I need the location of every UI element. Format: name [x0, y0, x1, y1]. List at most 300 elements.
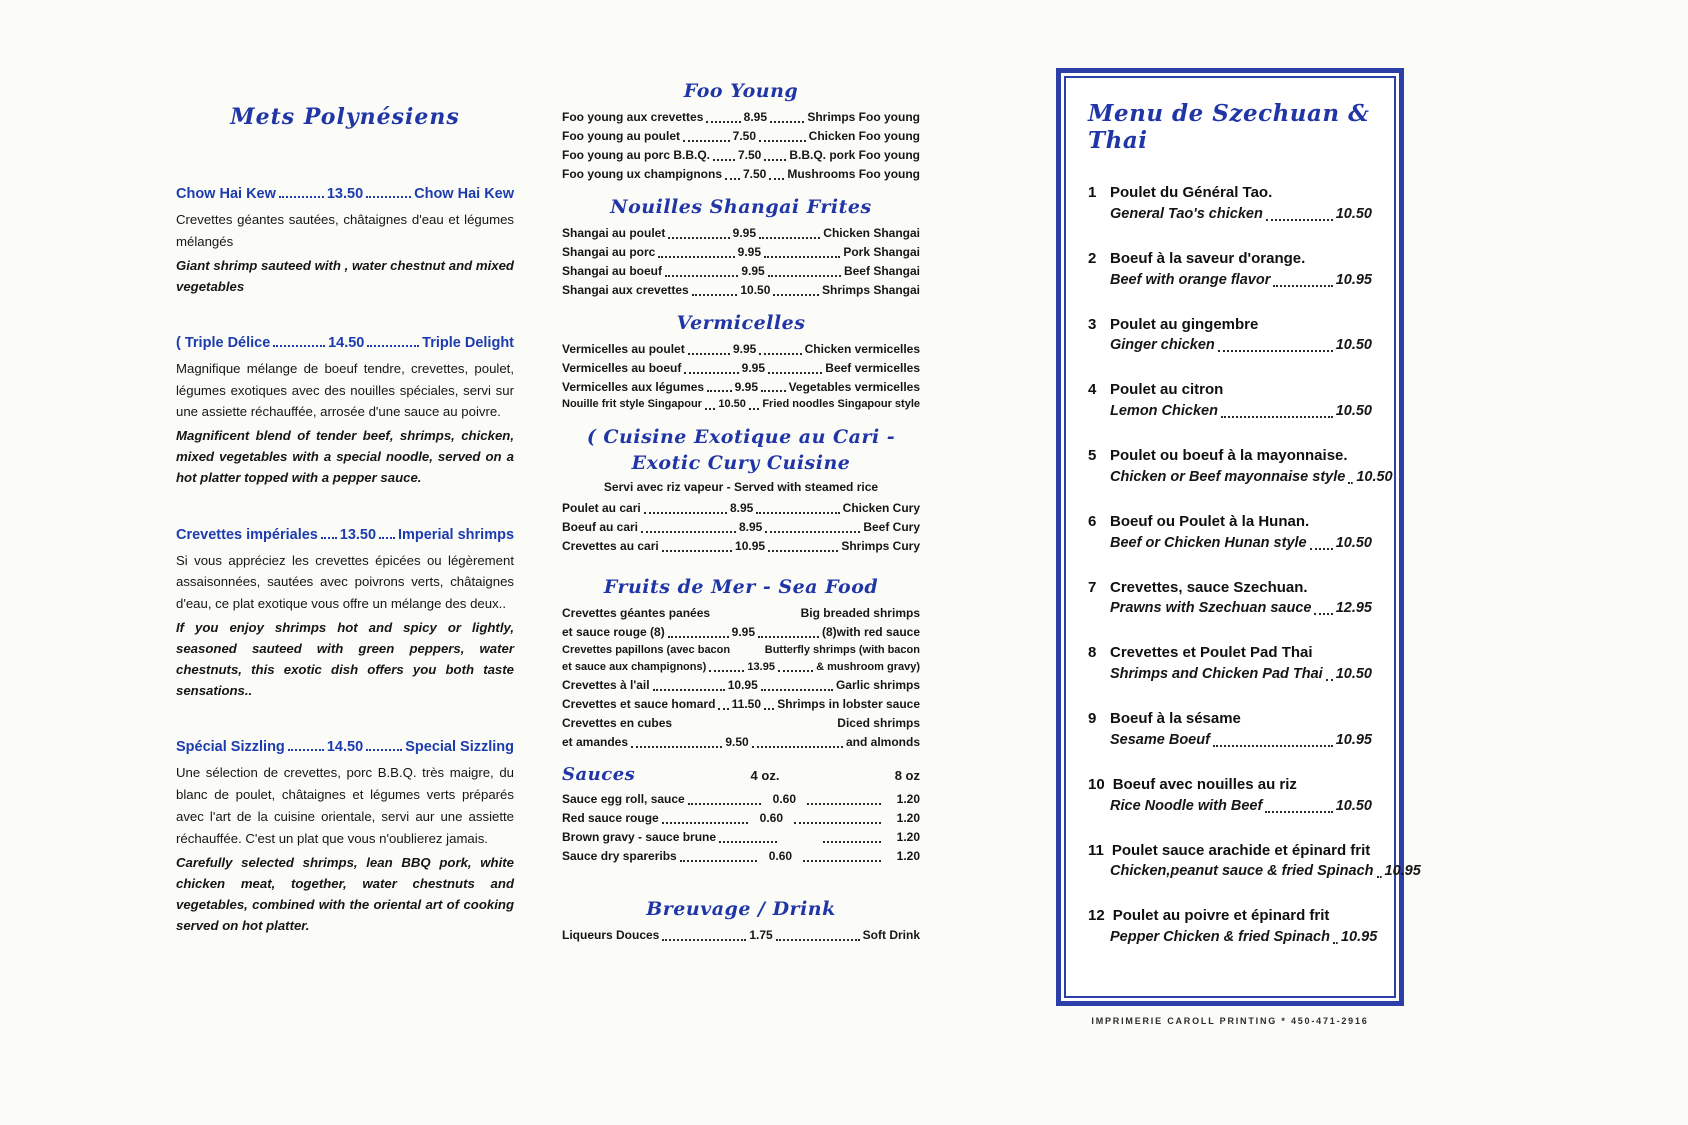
- polynesian-items: [176, 186, 514, 936]
- dish-name-fr: Vermicelles au poulet: [562, 341, 685, 356]
- dish-name-fr: Crevettes papillons (avec bacon: [562, 643, 731, 656]
- dish-name-fr: Boeuf à la saveur d'orange.: [1110, 249, 1306, 267]
- dish-price: 10.50: [1335, 403, 1372, 420]
- section-title: Fruits de Mer - Sea Food: [603, 575, 879, 598]
- menu-section: [562, 80, 920, 184]
- dish-line-en: [1110, 664, 1372, 685]
- dish-description-fr: Une sélection de crevettes, porc B.B.Q. très maigre, du blanc de poulet, châtaignes et légumes verts préparés avec l'art de la cuisine orientale, servi aur une assiette réchauffée. C'est un plat que vous n'oublierez jamais.: [176, 765, 514, 846]
- dish-description-fr: Magnifique mélange de boeuf tendre, crevettes, poulet, légumes exotiques avec des nouilles spéciales, servi sur une assiette réchauffée, arrosée d'une sauce au poivre.: [176, 360, 514, 420]
- dish-number: 3: [1088, 315, 1097, 333]
- dish-line-fr: [1088, 182, 1372, 204]
- dish-name-en: Special Sizzling: [405, 739, 515, 756]
- dish-name-fr: Poulet au citron: [1110, 381, 1224, 399]
- menu-section: [562, 764, 920, 866]
- dish-price: 10.50: [1335, 337, 1372, 354]
- dish-name-en: Shrimps and Chicken Pad Thai: [1110, 666, 1323, 683]
- dish-name-fr: et sauce rouge (8): [562, 624, 665, 639]
- menu-section: [562, 312, 920, 414]
- menu-section: [562, 898, 920, 945]
- dish-name-fr: et amandes: [562, 735, 629, 750]
- dish-price: 10.95: [1335, 271, 1372, 288]
- dish-name-en: & mushroom gravy): [816, 661, 920, 673]
- dish-price: 10.50: [1335, 205, 1372, 222]
- dotted-leader: [706, 121, 740, 123]
- dish-name-en: Beef vermicelles: [825, 360, 921, 375]
- dish-number: 2: [1088, 249, 1097, 267]
- dish-description-fr: Si vous appréciez les crevettes épicées ou légèrement assaisonnées, sautées avec poivrons verts, châtaignes d'eau, ce plat exotique vous offre un mélange des deux..: [176, 552, 514, 612]
- dish-name-fr: Shangai aux crevettes: [562, 282, 689, 297]
- dotted-leader: [279, 196, 324, 198]
- dish-name-en: General Tao's chicken: [1110, 205, 1263, 222]
- menu-row: [562, 828, 920, 847]
- dish-price: 9.95: [731, 624, 756, 639]
- sauce-name: Sauce dry spareribs: [562, 849, 677, 864]
- menu-row: [562, 642, 920, 659]
- dish-description-en: Giant shrimp sauteed with , water chestnut and mixed vegetables: [176, 257, 514, 294]
- menu-row: [562, 518, 920, 537]
- dish-name-fr: et sauce aux champignons): [562, 661, 707, 673]
- dotted-leader: [688, 803, 762, 805]
- dish-name-fr: Poulet du Général Tao.: [1110, 184, 1273, 201]
- dish-name-en: Chicken Foo young: [808, 128, 920, 143]
- dotted-leader: [1377, 876, 1382, 878]
- dish-name-en: Beef or Chicken Hunan style: [1110, 534, 1307, 551]
- dish-name-fr: Vermicelles aux légumes: [562, 379, 705, 394]
- dish-number: 5: [1088, 447, 1097, 465]
- dotted-leader: [794, 822, 881, 824]
- dotted-leader: [379, 537, 395, 539]
- dish-name-fr: Poulet ou boeuf à la mayonnaise.: [1110, 447, 1348, 465]
- dotted-leader: [1213, 745, 1333, 747]
- dotted-leader: [692, 294, 738, 296]
- menu-row: [562, 695, 920, 714]
- dotted-leader: [823, 841, 881, 843]
- column-header-8oz: 8 oz: [894, 768, 920, 784]
- menu-row: [562, 499, 920, 518]
- dotted-leader: [662, 550, 732, 552]
- dotted-leader: [288, 749, 324, 751]
- dish-name-fr: Foo young ux champignons: [562, 166, 722, 181]
- dotted-leader: [764, 708, 774, 710]
- menu-row: [562, 714, 920, 733]
- dotted-leader: [778, 670, 813, 672]
- dish-name-en: Chicken Shangai: [823, 225, 920, 240]
- dish-heading: [176, 186, 514, 202]
- dotted-leader: [631, 746, 722, 748]
- dotted-leader: [662, 939, 746, 941]
- dish-name-en: Mushrooms Foo young: [787, 166, 921, 181]
- menu-row: [562, 396, 920, 413]
- dotted-leader: [688, 353, 730, 355]
- dish-name-en: Chicken or Beef mayonnaise style: [1110, 468, 1346, 485]
- dotted-leader: [641, 531, 736, 533]
- dish-price: 7.50: [732, 128, 756, 143]
- price-4oz: 0.60: [759, 811, 784, 826]
- dotted-leader: [758, 636, 819, 638]
- dish-price: 10.50: [1335, 797, 1372, 814]
- dotted-leader: [764, 256, 840, 258]
- dotted-leader: [1326, 679, 1333, 681]
- dish-name-fr: Spécial Sizzling: [176, 739, 285, 756]
- dotted-leader: [644, 512, 727, 514]
- dish-line-en: [1110, 401, 1372, 422]
- menu-row: [562, 108, 920, 127]
- dish-number: 1: [1088, 184, 1097, 201]
- dish-price: 9.95: [741, 360, 766, 375]
- dotted-leader: [367, 345, 419, 347]
- dish-name-fr: Crevettes, sauce Szechuan.: [1110, 578, 1308, 596]
- dish-description-fr: Crevettes géantes sautées, châtaignes d'eau et légumes mélangés: [176, 212, 514, 249]
- menu-item: [1088, 182, 1372, 225]
- menu-item: [1088, 840, 1421, 883]
- dish-name-fr: Vermicelles au boeuf: [562, 360, 682, 375]
- dish-name-fr: Crevettes en cubes: [562, 716, 673, 731]
- dish-name-fr: Boeuf avec nouilles au riz: [1112, 775, 1297, 793]
- dish-price: 9.95: [741, 263, 765, 278]
- dish-name-en: Butterfly shrimps (with bacon: [764, 643, 920, 656]
- sauce-name: Red sauce rouge: [562, 811, 659, 826]
- szechuan-thai-panel: [1056, 68, 1421, 1006]
- price-8oz: 1.20: [896, 811, 921, 826]
- dotted-leader: [807, 803, 881, 805]
- menu-row: [562, 340, 920, 359]
- dish-price: 10.95: [1384, 863, 1421, 880]
- dish-price: 12.95: [1335, 600, 1372, 617]
- dotted-leader: [803, 860, 881, 862]
- dotted-leader: [684, 372, 738, 374]
- dish-name-en: Shrimps Shangai: [821, 282, 921, 297]
- menu-row: [562, 733, 920, 752]
- dotted-leader: [759, 140, 806, 142]
- dish-name-fr: Foo young au poulet: [562, 128, 680, 143]
- dish-price: 9.95: [734, 379, 759, 394]
- dish-description-en: Magnificent blend of tender beef, shrimps, chicken, mixed vegetables with a special noodle, served on a hot platter topped with a pepper sauce.: [176, 428, 514, 486]
- dish-price: 10.50: [1335, 534, 1372, 551]
- section-subtitle: Exotic Cury Cuisine: [631, 451, 851, 474]
- section-title: Vermicelles: [676, 311, 806, 334]
- dotted-leader: [273, 345, 325, 347]
- dotted-leader: [1348, 482, 1353, 484]
- dotted-leader: [668, 636, 729, 638]
- menu-item: [1088, 511, 1372, 554]
- dish-number: 8: [1088, 644, 1097, 662]
- dish-line-fr: [1088, 905, 1372, 927]
- dish-number: 6: [1088, 512, 1097, 530]
- column-header-4oz: 4 oz.: [750, 768, 780, 784]
- dish-price: 9.95: [732, 225, 756, 240]
- dish-line-en: [1110, 335, 1372, 356]
- dish-name-en: Beef with orange flavor: [1110, 271, 1271, 288]
- section-title: Breuvage / Drink: [646, 898, 836, 920]
- menu-section: [562, 196, 920, 300]
- dish-name-en: Beef Shangai: [843, 263, 920, 278]
- dotted-leader: [749, 408, 759, 410]
- menu-item: [176, 739, 514, 936]
- dish-name-en: B.B.Q. pork Foo young: [789, 147, 920, 162]
- dish-price: 10.95: [727, 678, 758, 693]
- dish-price: 9.95: [737, 244, 762, 259]
- price-8oz: 1.20: [896, 792, 920, 807]
- dish-name-en: Vegetables vermicelles: [788, 379, 920, 394]
- dotted-leader: [680, 860, 758, 862]
- menu-row: [562, 165, 920, 184]
- sauce-name: Sauce egg roll, sauce: [562, 792, 685, 807]
- dish-number: 9: [1088, 710, 1097, 728]
- dotted-leader: [759, 353, 801, 355]
- dish-line-en: [1110, 598, 1372, 619]
- menu-row: [562, 224, 920, 243]
- menu-item: [1088, 642, 1372, 685]
- menu-row: [562, 809, 920, 828]
- dish-name-fr: Boeuf au cari: [562, 519, 639, 534]
- dotted-leader: [765, 531, 860, 533]
- menu-row: [562, 604, 920, 623]
- dotted-leader: [1218, 350, 1333, 352]
- dish-line-fr: [1088, 642, 1372, 664]
- section-title: Sauces: [562, 764, 636, 786]
- dotted-leader: [683, 140, 730, 142]
- section-title: ( Cuisine Exotique au Cari -: [586, 425, 896, 448]
- dish-name-fr: Crevettes à l'ail: [562, 678, 650, 693]
- dotted-leader: [761, 689, 833, 691]
- dotted-leader: [769, 178, 784, 180]
- dotted-leader: [1310, 548, 1333, 550]
- dish-number: 4: [1088, 381, 1097, 399]
- dish-name-en: Prawns with Szechuan sauce: [1110, 600, 1312, 617]
- dish-name-fr: Poulet au cari: [562, 500, 641, 515]
- dish-name-en: Sesame Boeuf: [1110, 731, 1210, 748]
- dish-line-fr: [1088, 774, 1372, 796]
- dish-name-en: Chicken Cury: [842, 500, 921, 515]
- dish-line-fr: [1088, 577, 1372, 599]
- dish-price: 13.50: [339, 526, 377, 543]
- menu-row: [562, 676, 920, 695]
- dish-line-en: [1110, 796, 1372, 817]
- menu-section: [562, 426, 920, 556]
- dotted-leader: [768, 372, 822, 374]
- dish-name-fr: Foo young aux crevettes: [562, 110, 704, 124]
- dish-line-fr: [1088, 840, 1372, 862]
- menu-item: [176, 335, 514, 489]
- dotted-leader: [759, 237, 820, 239]
- dish-name-en: Chow Hai Kew: [414, 186, 515, 202]
- dotted-leader: [665, 275, 738, 277]
- section-note: Servi avec riz vapeur - Served with steamed rice: [603, 479, 879, 494]
- dish-heading: [176, 335, 514, 351]
- dish-line-fr: [1088, 511, 1372, 533]
- dish-name-en: Ginger chicken: [1110, 337, 1215, 354]
- price-8oz: 1.20: [896, 849, 921, 864]
- dish-line-en: [1110, 861, 1421, 882]
- dish-name-fr: Shangai au boeuf: [562, 263, 663, 278]
- dotted-leader: [764, 159, 786, 161]
- dish-description-en: If you enjoy shrimps hot and spicy or lightly, seasoned sauteed with green peppers, water chestnuts, this exotic dish offers you both taste sensations..: [176, 619, 514, 699]
- dotted-leader: [752, 746, 843, 748]
- menu-item: [1088, 445, 1393, 488]
- menu-row: [562, 926, 920, 945]
- dish-line-en: [1110, 467, 1393, 488]
- dish-name-fr: ( Triple Délice: [176, 334, 271, 351]
- dish-name-en: Soft Drink: [862, 928, 920, 942]
- dish-name-fr: Nouille frit style Singapour: [562, 398, 702, 411]
- dotted-leader: [658, 256, 734, 258]
- menu-row: [562, 659, 920, 676]
- dish-price: 10.50: [740, 282, 771, 297]
- dish-line-fr: [1088, 445, 1372, 467]
- dish-name-en: Triple Delight: [422, 334, 514, 351]
- dotted-leader: [668, 237, 729, 239]
- dish-name-en: Imperial shrimps: [397, 526, 515, 543]
- dish-heading: [176, 739, 514, 755]
- dotted-leader: [1265, 811, 1332, 813]
- menu-item: [176, 527, 514, 702]
- dotted-leader: [709, 670, 744, 672]
- dotted-leader: [705, 408, 715, 410]
- section-header-row: [562, 764, 920, 785]
- menu-row: [562, 847, 920, 866]
- dotted-leader: [713, 159, 735, 161]
- dotted-leader: [719, 841, 777, 843]
- dotted-leader: [768, 275, 841, 277]
- dotted-leader: [1333, 942, 1338, 944]
- dish-price: 10.95: [735, 538, 766, 553]
- dotted-leader: [1314, 613, 1332, 615]
- printer-credit: IMPRIMERIE CAROLL PRINTING * 450-471-2916: [1091, 1016, 1369, 1026]
- sauce-name: Brown gravy - sauce brune: [562, 830, 717, 845]
- dish-price: 8.95: [730, 500, 754, 515]
- menu-item: [1088, 708, 1372, 751]
- dish-number: 10: [1088, 775, 1105, 793]
- dish-name-en: Rice Noodle with Beef: [1110, 797, 1263, 814]
- menu-row: [562, 146, 920, 165]
- dotted-leader: [707, 390, 732, 392]
- dotted-leader: [770, 121, 804, 123]
- dish-name-fr: Shangai au porc: [562, 244, 656, 259]
- polynesian-column: [176, 104, 514, 974]
- menu-row: [562, 243, 920, 262]
- dish-price: 8.95: [743, 110, 768, 124]
- section-title: Foo Young: [683, 80, 799, 102]
- dotted-leader: [768, 550, 838, 552]
- dish-heading: [176, 527, 514, 543]
- dish-number: 12: [1088, 907, 1105, 925]
- menu-item: [1088, 774, 1372, 817]
- dish-name-en: and almonds: [845, 735, 920, 750]
- menu-row: [562, 623, 920, 642]
- dish-name-fr: Boeuf à la sésame: [1110, 710, 1241, 728]
- section-title: Nouilles Shangai Frites: [610, 195, 872, 218]
- dish-line-en: [1110, 533, 1372, 554]
- menu-item: [1088, 379, 1372, 422]
- dish-name-en: Pepper Chicken & fried Spinach: [1110, 929, 1330, 946]
- dish-name-fr: Crevettes géantes panées: [562, 605, 711, 620]
- dish-price: 10.50: [1335, 666, 1372, 683]
- dish-price: 11.50: [731, 697, 762, 712]
- dish-line-fr: [1088, 379, 1372, 401]
- dish-name-en: Garlic shrimps: [835, 678, 920, 693]
- dish-number: 11: [1088, 841, 1104, 859]
- dotted-leader: [366, 749, 402, 751]
- menu-item: [1088, 314, 1372, 357]
- dotted-leader: [776, 939, 860, 941]
- menu-row: [562, 378, 920, 397]
- dotted-leader: [756, 512, 839, 514]
- dish-name-fr: Crevettes au cari: [562, 538, 659, 553]
- dish-price: 7.50: [737, 147, 762, 162]
- dotted-leader: [1266, 219, 1333, 221]
- price-4oz: 0.60: [768, 849, 793, 864]
- dish-price: 10.95: [1340, 929, 1378, 946]
- dotted-leader: [725, 178, 740, 180]
- menu-item: [1088, 577, 1372, 620]
- dish-price: 10.50: [1356, 468, 1393, 485]
- dish-price: 9.50: [725, 735, 749, 750]
- dish-name-fr: Boeuf ou Poulet à la Hunan.: [1110, 512, 1310, 530]
- dotted-leader: [1221, 416, 1333, 418]
- dish-name-fr: Foo young au porc B.B.Q.: [562, 147, 710, 162]
- dish-name-en: Pork Shangai: [843, 244, 920, 259]
- dish-line-fr: [1088, 314, 1372, 336]
- dish-name-en: (8)with red sauce: [821, 624, 920, 639]
- dish-price: 10.95: [1335, 731, 1372, 748]
- price-8oz: 1.20: [896, 830, 921, 845]
- menu-row: [562, 537, 920, 556]
- dotted-leader: [718, 708, 728, 710]
- dotted-leader: [662, 822, 749, 824]
- szechuan-thai-title: Menu de Szechuan & Thai: [1088, 100, 1370, 154]
- menu-section: [562, 576, 920, 752]
- dish-price: 8.95: [739, 519, 763, 534]
- price-4oz: 0.60: [772, 792, 797, 807]
- dotted-leader: [321, 537, 337, 539]
- dish-name-fr: Chow Hai Kew: [176, 186, 276, 202]
- menu-row: [562, 127, 920, 146]
- dish-price: 7.50: [743, 166, 767, 181]
- dish-name-en: Shrimps in lobster sauce: [777, 697, 920, 712]
- dish-name-fr: Shangai au poulet: [562, 225, 666, 240]
- dotted-leader: [1273, 285, 1332, 287]
- dish-name-en: Chicken,peanut sauce & fried Spinach: [1110, 863, 1374, 880]
- menu-item: [1088, 905, 1378, 948]
- menu-row: [562, 359, 920, 378]
- dish-name-en: Shrimps Foo young: [807, 110, 920, 124]
- dish-price: 13.95: [747, 661, 775, 673]
- dotted-leader: [761, 390, 786, 392]
- menu-row: [562, 262, 920, 281]
- dish-name-fr: Poulet au poivre et épinard frit: [1112, 907, 1330, 925]
- dish-line-fr: [1088, 708, 1372, 730]
- dish-price: 9.95: [732, 341, 757, 356]
- dish-line-en: [1110, 270, 1372, 291]
- dotted-leader: [773, 294, 819, 296]
- dish-name-fr: Poulet au gingembre: [1110, 315, 1259, 333]
- menu-row: [562, 281, 920, 300]
- dish-name-en: Beef Cury: [863, 519, 921, 534]
- szechuan-thai-panel-inner: [1064, 76, 1421, 998]
- dish-price: 10.50: [718, 398, 746, 411]
- dish-line-en: [1110, 927, 1378, 948]
- dish-name-en: Shrimps Cury: [841, 538, 921, 553]
- menu-row: [562, 790, 920, 809]
- center-sections: [562, 80, 920, 945]
- dish-name-fr: Poulet sauce arachide et épinard frit: [1111, 841, 1371, 859]
- dotted-leader: [653, 689, 725, 691]
- dish-description-en: Carefully selected shrimps, lean BBQ pork, white chicken meat, together, water chestnuts and vegetables, combined with the oriental art of cooking served on hot platter.: [176, 854, 514, 933]
- dish-price: 14.50: [328, 334, 365, 351]
- dish-number: 7: [1088, 578, 1097, 596]
- dish-line-fr: [1088, 248, 1372, 270]
- dish-name-fr: Crevettes impériales: [176, 526, 318, 543]
